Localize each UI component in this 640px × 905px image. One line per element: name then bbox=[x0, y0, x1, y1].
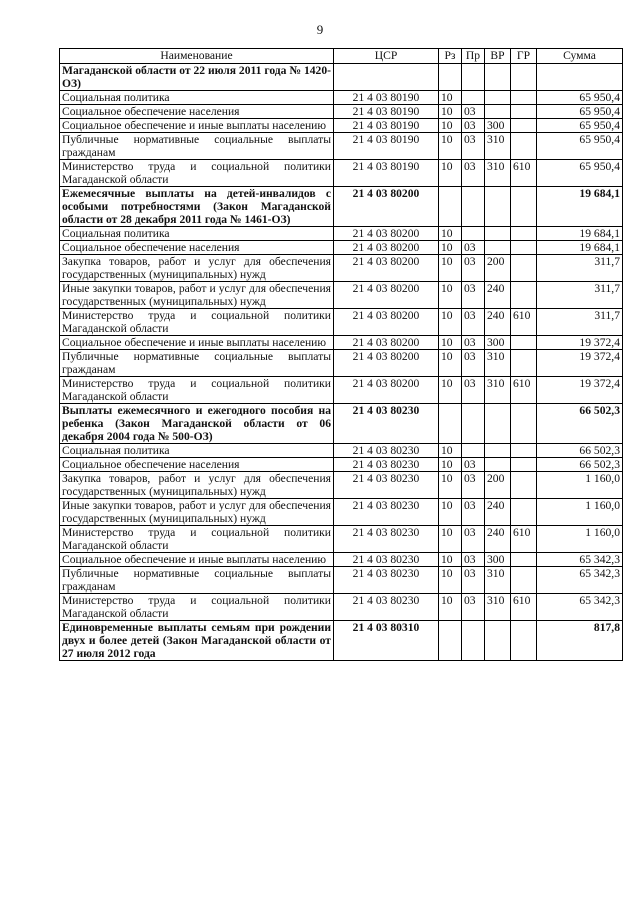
table-row bbox=[60, 105, 623, 119]
cell-vr: 240 bbox=[485, 499, 511, 526]
cell-name: Социальное обеспечение населения bbox=[60, 241, 334, 255]
table-row bbox=[60, 526, 623, 553]
cell-pr bbox=[462, 91, 485, 105]
header-sum: Сумма bbox=[537, 49, 623, 64]
cell-vr: 310 bbox=[485, 567, 511, 594]
cell-sum bbox=[537, 64, 623, 91]
table-row bbox=[60, 91, 623, 105]
section-row bbox=[60, 64, 623, 91]
cell-vr bbox=[485, 241, 511, 255]
cell-vr: 300 bbox=[485, 336, 511, 350]
cell-rz: 10 bbox=[439, 594, 462, 621]
cell-pr: 03 bbox=[462, 458, 485, 472]
cell-csr: 21 4 03 80200 bbox=[334, 336, 439, 350]
table-body bbox=[60, 64, 623, 661]
cell-gr bbox=[511, 444, 537, 458]
cell-sum: 311,7 bbox=[537, 309, 623, 336]
cell-pr bbox=[462, 227, 485, 241]
table-row bbox=[60, 119, 623, 133]
table-row bbox=[60, 241, 623, 255]
cell-vr bbox=[485, 444, 511, 458]
header-csr: ЦСР bbox=[334, 49, 439, 64]
cell-name: Социальная политика bbox=[60, 227, 334, 241]
cell-vr: 200 bbox=[485, 255, 511, 282]
cell-csr: 21 4 03 80200 bbox=[334, 241, 439, 255]
cell-name: Публичные нормативные социальные выплаты гражданам bbox=[60, 133, 334, 160]
table-row bbox=[60, 336, 623, 350]
table-row bbox=[60, 444, 623, 458]
cell-rz bbox=[439, 187, 462, 227]
table-row bbox=[60, 227, 623, 241]
cell-pr: 03 bbox=[462, 133, 485, 160]
cell-csr: 21 4 03 80200 bbox=[334, 350, 439, 377]
cell-rz: 10 bbox=[439, 553, 462, 567]
cell-gr bbox=[511, 553, 537, 567]
cell-sum: 19 684,1 bbox=[537, 227, 623, 241]
table-row bbox=[60, 594, 623, 621]
cell-pr: 03 bbox=[462, 526, 485, 553]
cell-pr: 03 bbox=[462, 160, 485, 187]
cell-vr: 240 bbox=[485, 309, 511, 336]
cell-csr: 21 4 03 80230 bbox=[334, 594, 439, 621]
cell-rz: 10 bbox=[439, 377, 462, 404]
cell-sum: 19 372,4 bbox=[537, 350, 623, 377]
cell-csr: 21 4 03 80230 bbox=[334, 567, 439, 594]
cell-vr: 310 bbox=[485, 377, 511, 404]
cell-gr: 610 bbox=[511, 160, 537, 187]
cell-rz: 10 bbox=[439, 458, 462, 472]
cell-gr bbox=[511, 567, 537, 594]
cell-sum: 19 372,4 bbox=[537, 377, 623, 404]
cell-name: Единовременные выплаты семьям при рождении двух и более детей (Закон Магаданской области от 27 июля 2012 года bbox=[60, 621, 334, 661]
cell-pr: 03 bbox=[462, 594, 485, 621]
cell-vr: 300 bbox=[485, 119, 511, 133]
header-vr: ВР bbox=[485, 49, 511, 64]
cell-vr bbox=[485, 91, 511, 105]
cell-name: Публичные нормативные социальные выплаты гражданам bbox=[60, 567, 334, 594]
cell-sum: 66 502,3 bbox=[537, 458, 623, 472]
cell-rz: 10 bbox=[439, 227, 462, 241]
cell-pr: 03 bbox=[462, 241, 485, 255]
cell-gr bbox=[511, 336, 537, 350]
cell-rz: 10 bbox=[439, 119, 462, 133]
cell-csr: 21 4 03 80200 bbox=[334, 377, 439, 404]
cell-vr bbox=[485, 621, 511, 661]
cell-gr bbox=[511, 241, 537, 255]
cell-rz bbox=[439, 621, 462, 661]
cell-gr bbox=[511, 499, 537, 526]
cell-gr: 610 bbox=[511, 309, 537, 336]
cell-gr: 610 bbox=[511, 594, 537, 621]
cell-sum: 1 160,0 bbox=[537, 472, 623, 499]
cell-gr bbox=[511, 64, 537, 91]
cell-vr: 240 bbox=[485, 526, 511, 553]
cell-name: Магаданской области от 22 июля 2011 года № 1420-ОЗ) bbox=[60, 64, 334, 91]
cell-vr: 310 bbox=[485, 160, 511, 187]
cell-pr: 03 bbox=[462, 336, 485, 350]
cell-sum: 65 342,3 bbox=[537, 553, 623, 567]
cell-gr bbox=[511, 119, 537, 133]
cell-pr bbox=[462, 404, 485, 444]
cell-gr bbox=[511, 282, 537, 309]
cell-csr: 21 4 03 80190 bbox=[334, 119, 439, 133]
cell-csr: 21 4 03 80230 bbox=[334, 404, 439, 444]
cell-sum: 65 950,4 bbox=[537, 160, 623, 187]
cell-gr bbox=[511, 133, 537, 160]
table-row bbox=[60, 282, 623, 309]
cell-vr bbox=[485, 227, 511, 241]
table-row bbox=[60, 309, 623, 336]
cell-sum: 65 342,3 bbox=[537, 567, 623, 594]
cell-vr: 240 bbox=[485, 282, 511, 309]
cell-vr bbox=[485, 187, 511, 227]
cell-vr bbox=[485, 404, 511, 444]
cell-name: Министерство труда и социальной политики Магаданской области bbox=[60, 377, 334, 404]
cell-sum: 817,8 bbox=[537, 621, 623, 661]
header-rz: Рз bbox=[439, 49, 462, 64]
cell-pr bbox=[462, 444, 485, 458]
cell-name: Выплаты ежемесячного и ежегодного пособия на ребенка (Закон Магаданской области от 06 декабря 2004 года № 500-ОЗ) bbox=[60, 404, 334, 444]
cell-csr: 21 4 03 80230 bbox=[334, 526, 439, 553]
cell-gr bbox=[511, 105, 537, 119]
cell-sum: 65 950,4 bbox=[537, 105, 623, 119]
budget-table bbox=[59, 48, 623, 661]
page-number: 9 bbox=[316, 22, 324, 37]
cell-name: Социальное обеспечение и иные выплаты населению bbox=[60, 119, 334, 133]
cell-csr: 21 4 03 80200 bbox=[334, 255, 439, 282]
cell-vr: 310 bbox=[485, 350, 511, 377]
cell-name: Иные закупки товаров, работ и услуг для обеспечения государственных (муниципальных) нужд bbox=[60, 282, 334, 309]
header-name: Наименование bbox=[60, 49, 334, 64]
cell-gr bbox=[511, 404, 537, 444]
cell-pr bbox=[462, 621, 485, 661]
cell-name: Социальное обеспечение и иные выплаты населению bbox=[60, 336, 334, 350]
cell-name: Социальная политика bbox=[60, 444, 334, 458]
table-row bbox=[60, 499, 623, 526]
cell-sum: 65 950,4 bbox=[537, 91, 623, 105]
cell-rz: 10 bbox=[439, 350, 462, 377]
table-row bbox=[60, 133, 623, 160]
cell-sum: 19 684,1 bbox=[537, 241, 623, 255]
cell-pr: 03 bbox=[462, 119, 485, 133]
cell-name: Министерство труда и социальной политики Магаданской области bbox=[60, 309, 334, 336]
cell-name: Министерство труда и социальной политики Магаданской области bbox=[60, 594, 334, 621]
cell-name: Социальное обеспечение и иные выплаты населению bbox=[60, 553, 334, 567]
cell-csr: 21 4 03 80230 bbox=[334, 444, 439, 458]
cell-pr: 03 bbox=[462, 499, 485, 526]
cell-name: Публичные нормативные социальные выплаты гражданам bbox=[60, 350, 334, 377]
cell-rz: 10 bbox=[439, 499, 462, 526]
table-row bbox=[60, 255, 623, 282]
table-header-row bbox=[60, 49, 623, 64]
header-gr: ГР bbox=[511, 49, 537, 64]
cell-csr: 21 4 03 80230 bbox=[334, 472, 439, 499]
cell-gr bbox=[511, 472, 537, 499]
header-pr: Пр bbox=[462, 49, 485, 64]
cell-name: Ежемесячные выплаты на детей-инвалидов с особыми потребностями (Закон Магаданской области от 28 декабря 2011 года № 1461-ОЗ) bbox=[60, 187, 334, 227]
cell-gr: 610 bbox=[511, 526, 537, 553]
table-row bbox=[60, 458, 623, 472]
cell-pr: 03 bbox=[462, 309, 485, 336]
table-row bbox=[60, 567, 623, 594]
cell-pr: 03 bbox=[462, 567, 485, 594]
cell-vr: 200 bbox=[485, 472, 511, 499]
cell-csr: 21 4 03 80230 bbox=[334, 499, 439, 526]
table-row bbox=[60, 553, 623, 567]
cell-pr bbox=[462, 187, 485, 227]
cell-vr bbox=[485, 458, 511, 472]
cell-rz bbox=[439, 64, 462, 91]
cell-gr bbox=[511, 350, 537, 377]
cell-name: Социальное обеспечение населения bbox=[60, 105, 334, 119]
cell-rz: 10 bbox=[439, 160, 462, 187]
cell-vr bbox=[485, 64, 511, 91]
cell-rz: 10 bbox=[439, 336, 462, 350]
cell-sum: 65 950,4 bbox=[537, 119, 623, 133]
cell-gr bbox=[511, 255, 537, 282]
cell-name: Министерство труда и социальной политики Магаданской области bbox=[60, 160, 334, 187]
cell-sum: 1 160,0 bbox=[537, 499, 623, 526]
cell-csr: 21 4 03 80190 bbox=[334, 105, 439, 119]
cell-pr: 03 bbox=[462, 282, 485, 309]
cell-gr bbox=[511, 458, 537, 472]
cell-gr bbox=[511, 91, 537, 105]
cell-rz: 10 bbox=[439, 91, 462, 105]
table-row bbox=[60, 350, 623, 377]
cell-gr bbox=[511, 187, 537, 227]
cell-csr: 21 4 03 80230 bbox=[334, 553, 439, 567]
cell-name: Социальная политика bbox=[60, 91, 334, 105]
cell-sum: 311,7 bbox=[537, 282, 623, 309]
cell-sum: 1 160,0 bbox=[537, 526, 623, 553]
cell-rz: 10 bbox=[439, 567, 462, 594]
cell-vr: 300 bbox=[485, 553, 511, 567]
cell-sum: 66 502,3 bbox=[537, 404, 623, 444]
cell-sum: 65 342,3 bbox=[537, 594, 623, 621]
cell-pr: 03 bbox=[462, 255, 485, 282]
cell-vr bbox=[485, 105, 511, 119]
section-row bbox=[60, 621, 623, 661]
cell-sum: 311,7 bbox=[537, 255, 623, 282]
cell-rz: 10 bbox=[439, 241, 462, 255]
cell-rz: 10 bbox=[439, 526, 462, 553]
cell-sum: 66 502,3 bbox=[537, 444, 623, 458]
cell-pr: 03 bbox=[462, 553, 485, 567]
cell-pr: 03 bbox=[462, 377, 485, 404]
cell-pr: 03 bbox=[462, 350, 485, 377]
cell-rz: 10 bbox=[439, 309, 462, 336]
cell-csr: 21 4 03 80310 bbox=[334, 621, 439, 661]
cell-gr: 610 bbox=[511, 377, 537, 404]
cell-rz: 10 bbox=[439, 472, 462, 499]
cell-rz: 10 bbox=[439, 282, 462, 309]
cell-name: Министерство труда и социальной политики Магаданской области bbox=[60, 526, 334, 553]
cell-name: Закупка товаров, работ и услуг для обеспечения государственных (муниципальных) нужд bbox=[60, 255, 334, 282]
cell-rz: 10 bbox=[439, 444, 462, 458]
cell-pr bbox=[462, 64, 485, 91]
cell-gr bbox=[511, 621, 537, 661]
section-row bbox=[60, 187, 623, 227]
cell-name: Социальное обеспечение населения bbox=[60, 458, 334, 472]
cell-rz: 10 bbox=[439, 105, 462, 119]
cell-rz bbox=[439, 404, 462, 444]
cell-sum: 19 372,4 bbox=[537, 336, 623, 350]
cell-pr: 03 bbox=[462, 472, 485, 499]
cell-sum: 65 950,4 bbox=[537, 133, 623, 160]
section-row bbox=[60, 404, 623, 444]
table-row bbox=[60, 472, 623, 499]
cell-csr: 21 4 03 80230 bbox=[334, 458, 439, 472]
cell-rz: 10 bbox=[439, 255, 462, 282]
cell-csr: 21 4 03 80200 bbox=[334, 227, 439, 241]
cell-pr: 03 bbox=[462, 105, 485, 119]
table-row bbox=[60, 377, 623, 404]
cell-csr: 21 4 03 80200 bbox=[334, 187, 439, 227]
cell-csr: 21 4 03 80190 bbox=[334, 160, 439, 187]
cell-csr: 21 4 03 80200 bbox=[334, 309, 439, 336]
cell-vr: 310 bbox=[485, 594, 511, 621]
cell-name: Иные закупки товаров, работ и услуг для обеспечения государственных (муниципальных) нужд bbox=[60, 499, 334, 526]
table-row bbox=[60, 160, 623, 187]
cell-gr bbox=[511, 227, 537, 241]
cell-vr: 310 bbox=[485, 133, 511, 160]
cell-sum: 19 684,1 bbox=[537, 187, 623, 227]
cell-csr: 21 4 03 80200 bbox=[334, 282, 439, 309]
cell-rz: 10 bbox=[439, 133, 462, 160]
cell-csr: 21 4 03 80190 bbox=[334, 91, 439, 105]
cell-csr bbox=[334, 64, 439, 91]
cell-name: Закупка товаров, работ и услуг для обеспечения государственных (муниципальных) нужд bbox=[60, 472, 334, 499]
cell-csr: 21 4 03 80190 bbox=[334, 133, 439, 160]
